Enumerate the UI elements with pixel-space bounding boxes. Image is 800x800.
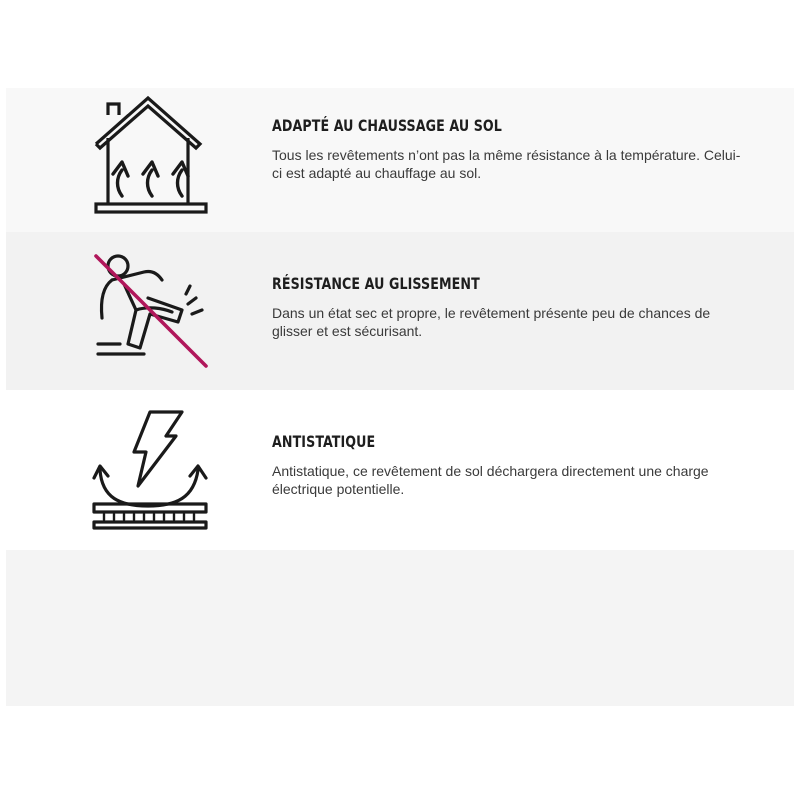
antistatic-lightning-icon [88,406,214,532]
feature-description: Antistatique, ce revêtement de sol déchargera directement une charge électrique potentielle. [272,463,709,497]
no-slip-icon [88,248,214,374]
feature-title: RÉSISTANCE AU GLISSEMENT [272,274,480,293]
house-floor-heating-icon [88,92,214,218]
feature-slip-resistance [272,274,742,340]
feature-title: ADAPTÉ AU CHAUSSAGE AU SOL [272,116,502,135]
feature-description: Dans un état sec et propre, le revêtement présente peu de chances de glisser et est sécurisant. [272,305,711,339]
feature-antistatic [272,432,742,498]
empty-band [6,550,794,706]
feature-title: ANTISTATIQUE [272,432,376,451]
feature-floor-heating [272,116,742,182]
feature-description: Tous les revêtements n’ont pas la même résistance à la température. Celui-ci est adapté au chauffage au sol. [272,147,741,181]
